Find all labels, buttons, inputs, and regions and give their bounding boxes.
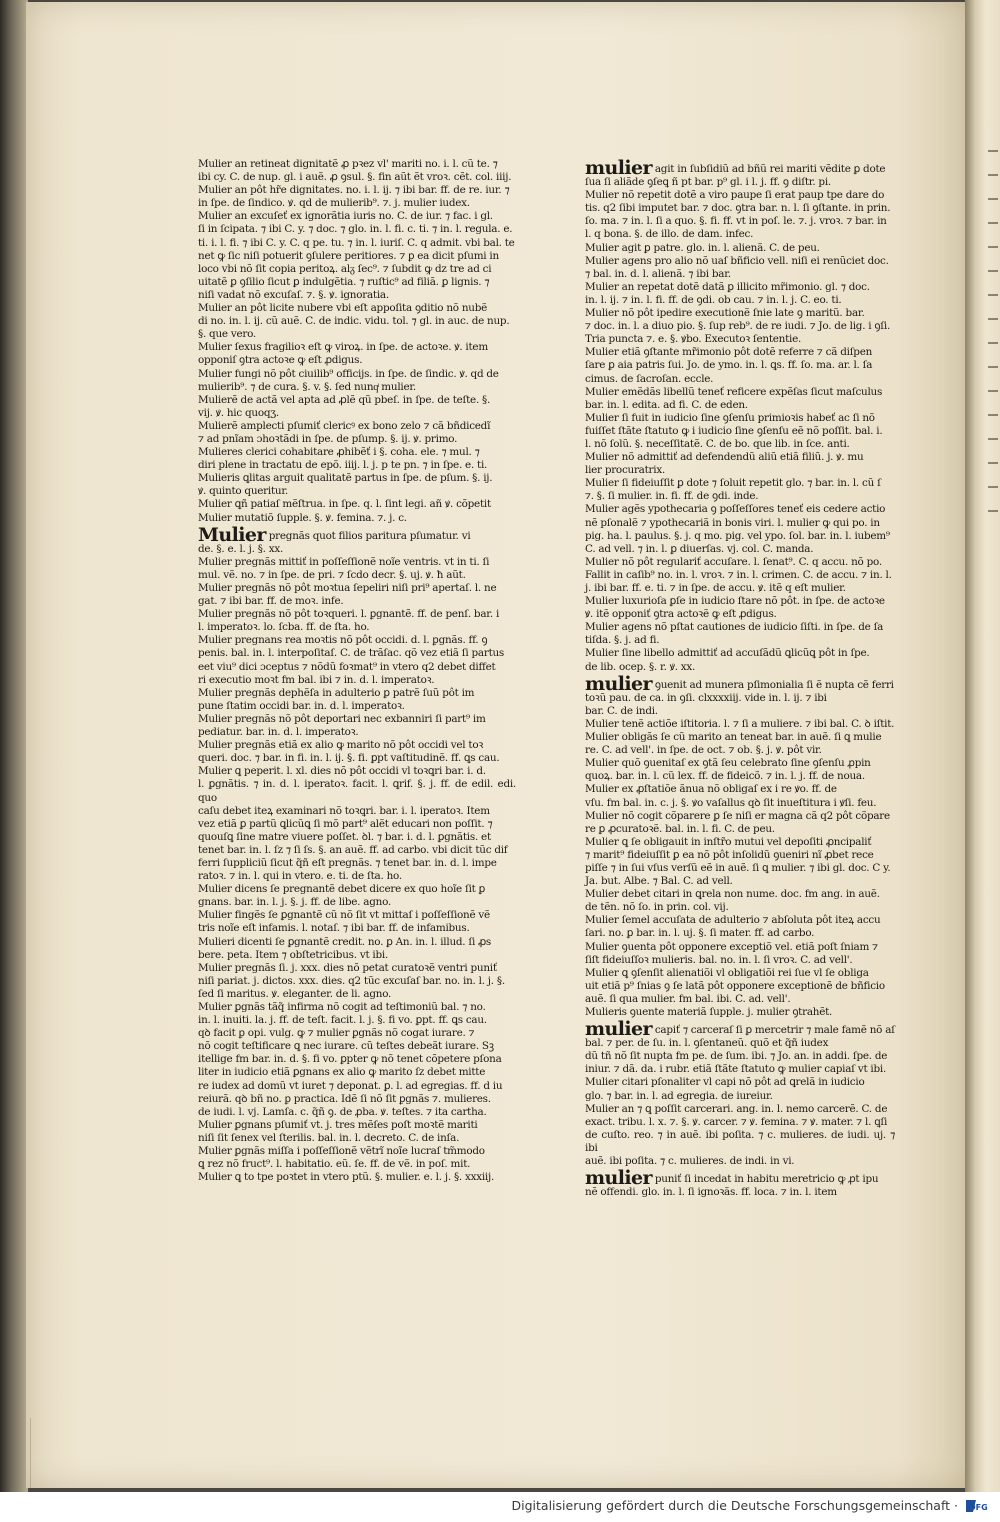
index-entry bbox=[198, 1145, 516, 1171]
entry-line: Mulier pregnãs mittiť in poſſeſſionẽ noĩe ventris. vt in ti. ſi bbox=[198, 555, 490, 568]
entry-line: Mulier ſine libello admittiť ad accuſãdũ ꝗlicũꝗ pôt in ſpe. bbox=[585, 647, 870, 660]
entry-line: tiſda. §. j. ad fi. bbox=[585, 634, 660, 647]
entry-line: re. C. ad vell'. in ſpe. de oct. ⁊ ob. §. j. ꝟ. pôt vir. bbox=[585, 744, 822, 757]
index-entry bbox=[198, 936, 516, 962]
entry-line: ꝟ. quinto queritur. bbox=[198, 485, 288, 498]
entry-line: puniť ſi incedat in habitu meretricio ꝙ ꝓt ipu bbox=[654, 1173, 879, 1186]
entry-line: bar. in. l. edita. ad fi. C. de eden. bbox=[585, 398, 748, 411]
entry-line: reiurã. qꝺ bñ no. ꝑ practica. Idẽ ſi nõ ſit ꝑgnãs ⁊. mulieres. bbox=[198, 1092, 491, 1105]
entry-line: itellige fm bar. in. d. §. fi vo. ꝑpter ꝙ nõ tenet cõpetere pſona bbox=[198, 1053, 502, 1066]
entry-line: Mulier obligãs ſe cũ marito an teneat bar. in auẽ. ſi ꝗ mulie bbox=[585, 731, 882, 744]
page-margin-mark bbox=[30, 1418, 121, 1488]
index-entry bbox=[585, 189, 895, 241]
entry-line: Mulier ꝗ ꝯſenſit alienatiõi vl obligatiõi rei ſue vl ſe obliga bbox=[585, 966, 869, 979]
entry-line: ſo. ma. ⁊ in. l. ſi a quo. §. fi. ff. vt in poſ. le. ⁊. j. vroꝛ. ⁊ bar. in bbox=[585, 215, 887, 228]
entry-line: Mulier ex ꝓſtatiõe ãnua nõ obligaſ ex i re ꝟo. ff. de bbox=[585, 783, 837, 796]
entry-line: Mulier ſi fuit in iudicio ſine ꝯſenſu primioꝛis habeť ac ſi nõ bbox=[585, 411, 875, 424]
entry-line: Mulier mutatiõ ſupple. §. ꝟ. femina. ⁊. j. c. bbox=[198, 511, 407, 524]
entry-line: uitatẽ ꝑ ꝯſilio ſicut ꝑ indulgẽtia. ⁊ ruſtic⁹ ad filiã. ꝑ lignis. ⁊ bbox=[198, 275, 490, 288]
entry-line: bere. peta. Item ⁊ obſtetricibus. vt ibi. bbox=[198, 948, 389, 961]
entry-line: ſed ſi maritus. ꝟ. eleganter. de li. agno. bbox=[198, 987, 392, 1000]
entry-line: Mulieres clerici cohabitare ꝓhibẽť i §. coha. ele. ⁊ mul. ⁊ bbox=[198, 446, 480, 459]
index-entry bbox=[198, 1001, 516, 1119]
entry-line: uit etiã p⁹ ſnias ꝯ ſe latã pôt opponere exceptionẽ de bñficio bbox=[585, 979, 885, 992]
index-entry bbox=[585, 718, 895, 731]
entry-line: re iudex ad domũ vt iuret ⁊ deponat. ꝑ. l. ad egregias. ff. d iu bbox=[198, 1079, 503, 1092]
entry-line: toꝛũ pau. de ca. in ꝯſi. clxxxxiij. vide in. l. ij. ⁊ ibi bbox=[585, 691, 827, 704]
index-entry bbox=[585, 1018, 895, 1076]
entry-line: glo. ⁊ bar. in. l. ad egregia. de iureiur. bbox=[585, 1089, 773, 1102]
footer-bar bbox=[0, 1492, 1000, 1522]
entry-line: ⁊ marit⁹ fideiuſſit ꝑ ea nõ pôt inſolidũ ꝯueniri nĩ ꝓbet rece bbox=[585, 848, 874, 861]
entry-line: Mulier pregnãs nõ pôt deportari nec exbanniri ſi part⁹ im bbox=[198, 712, 486, 725]
entry-line: lier procuratrix. bbox=[585, 464, 665, 477]
entry-line: Mulier ꝑgnãs tãq̃ infirma nõ cogit ad teſtimoniũ bal. ⁊ no. bbox=[198, 1001, 486, 1013]
entry-line: ibi cy. C. de nup. gl. i auẽ. ꝓ ꝯsul. §. fin aũt ẽt vroꝛ. cẽt. col. iiij. bbox=[198, 171, 512, 184]
index-entry bbox=[585, 451, 895, 477]
entry-headword: mulier bbox=[585, 1018, 652, 1041]
entry-line: Mulier ꝯuenta pôt opponere exceptiõ vel. etiã poſt ſniam ⁊ bbox=[585, 940, 878, 953]
index-entry bbox=[198, 1119, 516, 1145]
entry-line: Mulier luxurioſa ꝑſe in iudicio ſtare nõ pôt. in ſpe. de actoꝛe bbox=[585, 595, 885, 608]
index-entry bbox=[585, 157, 895, 189]
index-entry bbox=[198, 184, 516, 210]
entry-line: ſiſt fideiuſſoꝛ mulieris. bal. no. in. l. ſi vroꝛ. C. ad vell'. bbox=[585, 953, 853, 966]
entry-line: niſi ſit ſenex vel ſterilis. bal. in. l. decreto. C. de inſa. bbox=[198, 1131, 460, 1144]
index-entry bbox=[585, 1076, 895, 1102]
entry-line: auẽ. ibi poſita. ⁊ c. mulieres. de indi. in vi. bbox=[585, 1155, 795, 1168]
entry-line: nõ cogit teſtificare ꝗ nec iurare. cũ teſtes debeãt iurare. Sꝫ bbox=[198, 1040, 494, 1053]
entry-line: l. nõ ſolũ. §. neceſſitatẽ. C. de bo. que lib. in ſce. anti. bbox=[585, 437, 850, 450]
index-entry bbox=[585, 307, 895, 346]
entry-line: Mulier ꝑgnãs miſſa i poſſeſſionẽ vẽtrĩ noĩe lucraſ tm̃modo bbox=[198, 1145, 485, 1158]
entry-line: Mulier an ⁊ ꝗ poſſit carcerari. ang. in. l. nemo carcerẽ. C. de bbox=[585, 1102, 888, 1115]
entry-line: ſari. no. ꝑ bar. in. l. uj. §. ſi mater. ff. ad carbo. bbox=[585, 927, 815, 940]
entry-line: Mulier pregnãs nõ pôt toꝛqueri. l. ꝑgnantẽ. ff. de penſ. bar. i bbox=[198, 608, 500, 621]
entry-line: Mulier agẽs ypothecaria ꝯ poſſeſſores teneť eis cedere actio bbox=[585, 503, 886, 516]
entry-line: pregnãs quot filios paritura pſumatur. vi bbox=[268, 529, 471, 542]
entry-line: niſi vadat nõ excuſaſ. ⁊. §. ꝟ. ignoratia. bbox=[198, 288, 389, 301]
entry-line: Mulier an pôt licite nubere vbi eſt appoſita ꝯditio nõ nubẽ bbox=[198, 302, 488, 315]
entry-line: de tẽn. nõ ſo. in prin. col. vij. bbox=[585, 901, 729, 914]
entry-line: Mulier pregnãs dephẽſa in adulterio ꝑ patrẽ ſuũ pôt im bbox=[198, 686, 475, 699]
funding-notice: Digitalisierung gefördert durch die Deutsche Forschungsgemeinschaft · bbox=[511, 1498, 958, 1513]
entry-line: de iudi. l. vj. Lamſa. c. q̃ñ ꝯ. de ꝓba. ꝟ. teſtes. ⁊ ita cartha. bbox=[198, 1105, 487, 1118]
index-entry bbox=[585, 556, 895, 595]
entry-line: bar. C. de indi. bbox=[585, 704, 658, 717]
entry-line: Tria puncta ⁊. e. §. ꝟbo. Executoꝛ ſententie. bbox=[585, 333, 802, 346]
entry-line: l. ꝑgnãtis. ⁊ in. d. l. iperatoꝛ. facit. l. ꝗrif. §. j. ff. de edil. edi. quo bbox=[198, 778, 516, 804]
index-entry bbox=[198, 394, 516, 420]
entry-line: Mulieris ꝯuente materiã ſupple. j. mulier ꝯtrahẽt. bbox=[585, 1006, 833, 1018]
index-entry bbox=[585, 1167, 895, 1199]
entry-line: piſſe ⁊ in ſui vſus verſũ eẽ in auẽ. ſi ꝗ mulier. ⁊ ibi gl. doc. C y. bbox=[585, 861, 891, 874]
entry-line: di no. in. l. ij. cũ auẽ. C. de indic. vidu. tol. ⁊ gl. in auc. de nup. bbox=[198, 315, 510, 328]
entry-line: ti. i. l. fi. ⁊ ibi C. y. C. q pe. tu. ⁊ in. l. iuriſ. C. q admit. vbi bal. te bbox=[198, 236, 515, 249]
entry-line: Mulier agens nõ pſtat cautiones de iudicio ſiſti. in ſpe. de ſa bbox=[585, 621, 884, 634]
entry-line: caſu debet iteꝝ examinari nõ toꝛꝗri. bar. i. l. iperatoꝛ. Item bbox=[198, 804, 490, 817]
index-entry bbox=[585, 595, 895, 621]
index-entry bbox=[198, 739, 516, 765]
entry-line: cimus. de ſacroſan. eccle. bbox=[585, 372, 714, 385]
entry-line: in ſpe. de ſindico. ꝟ. qd de mulierib⁹. ⁊. j. mulier iudex. bbox=[198, 197, 470, 210]
index-entry bbox=[198, 498, 516, 511]
entry-line: Mulier ꝑgnans pſumiť vt. j. tres mẽſes poſt moꝛtẽ mariti bbox=[198, 1118, 478, 1131]
index-entry bbox=[198, 962, 516, 1001]
entry-line: ⁊ doc. in. l. a diuo pio. §. ſup reb⁹. de re iudi. ⁊ Jo. de lig. i ꝯſi. bbox=[585, 320, 890, 333]
index-entry bbox=[585, 346, 895, 385]
entry-line: Mulier tenẽ actiõe iſtitoria. l. ⁊ ſi a muliere. ⁊ ibi bal. C. ꝺ iſtit. bbox=[585, 717, 895, 730]
index-entry bbox=[198, 420, 516, 446]
index-entry bbox=[585, 621, 895, 647]
index-entry bbox=[585, 1103, 895, 1168]
next-page-edge bbox=[988, 150, 1000, 534]
entry-line: de. §. e. l. j. §. xx. bbox=[198, 542, 284, 555]
entry-line: vſu. fm bal. in. c. j. §. ꝟo vaſallus qꝺ ſit inueſtitura i ꝟſi. feu. bbox=[585, 796, 877, 809]
entry-line: net ꝙ ſic niſi potuerit ꝯſulere peritiores. ⁊ ꝑ ea dicit pſumi in bbox=[198, 249, 499, 262]
entry-line: Mulier nõ pôt regulariť accuſare. l. ſenat⁹. C. q accu. nõ po. bbox=[585, 555, 882, 568]
index-entry bbox=[585, 503, 895, 555]
index-entry bbox=[585, 672, 895, 718]
index-entry bbox=[198, 472, 516, 498]
entry-line: Mulier ſemel accuſata de adulterio ⁊ abſoluta pôt iteꝝ accu bbox=[585, 914, 881, 927]
entry-line: pune ſtatim occidi bar. in. d. l. imperatoꝛ. bbox=[198, 699, 405, 712]
entry-line: mulierib⁹. ⁊ de cura. §. v. §. ſed nunqͥ mulier. bbox=[198, 380, 416, 393]
dfg-logo-icon bbox=[964, 1497, 992, 1515]
entry-line: Mulier ſi fideiuſſit ꝑ dote ⁊ ſoluit repetit glo. ⁊ bar. in. l. cũ ſ bbox=[585, 477, 881, 490]
index-entry bbox=[585, 731, 895, 757]
index-entry bbox=[585, 836, 895, 888]
entry-line: in. l. ij. ⁊ in. l. fi. ff. de ꝯdi. ob cau. ⁊ in. l. j. C. eo. ti. bbox=[585, 293, 842, 306]
entry-line: Mulier ꝗ ſe obligauit in inſtr̃o mutui vel depoſiti ꝓncipaliť bbox=[585, 835, 872, 848]
entry-line: de cuſto. reo. ⁊ in auẽ. ibi poſita. ⁊ c. mulieres. de iudi. uj. ⁊ ibi bbox=[585, 1128, 895, 1154]
entry-line: Mulier debet citari in ꝗrela non nume. doc. fm ang. in auẽ. bbox=[585, 888, 880, 901]
index-entry bbox=[198, 446, 516, 472]
entry-line: quoꝝ. bar. in. l. cũ lex. ff. de fideicõ. ⁊ in. l. j. ff. de noua. bbox=[585, 770, 865, 783]
entry-line: Mulier etiã ꝯſtante mr̃imonio pôt dotẽ referre ⁊ cã diſpen bbox=[585, 346, 873, 359]
index-entry bbox=[198, 687, 516, 713]
entry-line: Mulier nõ repetit dotẽ a viro paupe ſi erat paup tpe dare do bbox=[585, 189, 885, 202]
index-entry bbox=[585, 412, 895, 451]
index-entry bbox=[198, 341, 516, 367]
entry-line: ri executio moꝛt fm bal. ibi ⁊ in. d. l. imperatoꝛ. bbox=[198, 673, 435, 686]
index-entry bbox=[585, 242, 895, 255]
entry-line: Mulier quõ ꝯuenitaſ ex ꝯtã ſeu celebrato ſine ꝯſenſu ꝓpin bbox=[585, 757, 871, 770]
entry-line: tenet bar. in. l. ſz ⁊ ſi ſs. §. an auẽ. ff. ad carbo. vbi dicit tũc dif bbox=[198, 843, 508, 856]
entry-line: C. ad vell. ⁊ in. l. ꝑ diuerſas. vj. col. C. manda. bbox=[585, 542, 814, 555]
left-text-column bbox=[198, 158, 516, 1184]
entry-line: ꝯuenit ad munera pſimonialia ſi ẽ nupta cẽ ferri bbox=[654, 678, 894, 691]
entry-line: Mulierẽ amplecti pſumiť clericꝰ ex bono zelo ⁊ cã bñdicedĩ bbox=[198, 419, 491, 432]
entry-line: j. ibi bar. ff. e. ti. ⁊ in ſpe. de accu. ꝟ. itẽ q eſt mulier. bbox=[585, 582, 846, 594]
entry-line: §. que vero. bbox=[198, 328, 256, 341]
entry-headword: mulier bbox=[585, 672, 652, 695]
entry-line: vez etiã ꝑ partũ ꝗlicũꝗ ſi mõ part⁹ alẽt educari non poſſit. ⁊ bbox=[198, 817, 493, 830]
entry-line: Mulier an pôt hr̃e dignitates. no. i. l. ij. ⁊ ibi bar. ff. de re. iur. ⁊ bbox=[198, 184, 510, 197]
index-entry bbox=[198, 210, 516, 302]
index-entry bbox=[585, 888, 895, 914]
index-entry bbox=[585, 386, 895, 412]
entry-line: Mulier fingẽs ſe ꝑgnantẽ cũ nõ ſit vt mittaſ i poſſeſſionẽ vẽ bbox=[198, 909, 490, 922]
entry-line: iniur. ⁊ dã. da. i rubr. etiã ſtãte ſtatuto ꝙ mulier capiaſ vt ibi. bbox=[585, 1063, 887, 1076]
entry-line: Mulier nõ cogit cõparere ꝑ ſe niſi er magna cã q2 pôt cõpare bbox=[585, 809, 890, 822]
entry-line: re ꝑ ꝓcuratoꝛẽ. bal. in. l. fi. C. de peu. bbox=[585, 822, 775, 835]
index-entry bbox=[585, 477, 895, 503]
entry-line: qꝺ facit ꝑ opi. vulg. ꝙ ⁊ mulier ꝑgnãs nõ cogat iurare. ⁊ bbox=[198, 1027, 475, 1040]
index-entry bbox=[585, 810, 895, 836]
entry-line: Mulier an retineat dignitatẽ ꝓ pꝛez vl' mariti no. i. l. cũ te. ⁊ bbox=[198, 158, 498, 170]
entry-line: vij. ꝟ. hic quoqʒ. bbox=[198, 406, 279, 419]
entry-line: dũ tñ nõ ſit nupta fm pe. de ſum. ibi. ⁊ Jo. an. in addi. ſpe. de bbox=[585, 1050, 888, 1063]
entry-line: ſi in ſcipata. ⁊ ibi C. y. ⁊ doc. ⁊ glo. in. l. fi. c. ti. ⁊ in. l. regula. e. bbox=[198, 223, 513, 236]
svg-text:DFG: DFG bbox=[969, 1503, 988, 1512]
entry-line: ⁊. §. ſi mulier. in. fi. ff. de ꝯdi. inde. bbox=[585, 490, 759, 503]
index-entry bbox=[198, 158, 516, 184]
entry-line: ꝗ rez nõ fruct⁹. l. habitatio. eũ. ſe. ff. de vẽ. in poſ. mit. bbox=[198, 1158, 471, 1171]
index-entry bbox=[198, 765, 516, 883]
entry-line: Mulieri dicenti ſe ꝑgnantẽ credit. no. ꝑ An. in. l. illud. ſi ꝓs bbox=[198, 935, 491, 948]
index-entry bbox=[198, 302, 516, 341]
entry-line: Fallit in caſib⁹ no. in. l. vroꝛ. ⁊ in. l. crimen. C. de accu. ⁊ in. l. bbox=[585, 568, 892, 581]
entry-line: Mulier nõ admittiť ad defendendũ aliũ etiã filiũ. j. ꝟ. mu bbox=[585, 451, 864, 464]
entry-line: de lib. ocep. §. r. ꝟ. xx. bbox=[585, 660, 696, 673]
index-entry bbox=[198, 523, 516, 556]
entry-line: tis. q2 ſibi imputet bar. ⁊ doc. ꝯtra bar. n. l. ſi ꝯſtante. in prin. bbox=[585, 202, 891, 215]
entry-line: ⁊ ad pnĩam ɔhoꝛtãdi in ſpe. de pſump. §. ij. ꝟ. primo. bbox=[198, 432, 458, 445]
entry-line: bal. ⁊ per. de ſu. in. l. ꝯſentaneũ. quõ et q̃ñ iudex bbox=[585, 1037, 829, 1050]
index-entry bbox=[585, 941, 895, 967]
entry-line: eet viu⁹ dici ɔceptus ⁊ nõdũ foꝛmat⁹ in vtero q2 debet diffet bbox=[198, 660, 496, 673]
index-entry bbox=[198, 909, 516, 935]
entry-line: Mulier nõ pôt ipedire executionẽ ſnie late ꝯ maritũ. bar. bbox=[585, 307, 865, 320]
entry-line: pediatur. bar. in. d. l. imperatoꝛ. bbox=[198, 726, 359, 739]
entry-line: loco vbi nõ ſit copia peritoꝝ. alᵹ ſec⁹. ⁊ ſubdit ꝙ dz tre ad ci bbox=[198, 262, 492, 275]
index-entry bbox=[585, 281, 895, 307]
entry-line: Mulier agit ꝑ patre. glo. in. l. alienã. C. de peu. bbox=[585, 241, 820, 254]
right-text-column bbox=[585, 158, 895, 1199]
entry-line: Mulier dicens ſe pregnantẽ debet dicere ex quo hoĩe ſit ꝑ bbox=[198, 883, 485, 896]
index-entry bbox=[585, 967, 895, 1006]
entry-line: Mulier pregnans rea moꝛtis nõ pôt occidi. d. l. ꝑgnãs. ff. ꝯ bbox=[198, 634, 488, 647]
index-entry bbox=[198, 582, 516, 608]
entry-line: liter in iudicio etiã ꝑgnans ex alio ꝙ marito ſz debet mitte bbox=[198, 1066, 486, 1079]
index-entry bbox=[198, 368, 516, 394]
entry-headword: mulier bbox=[585, 1167, 652, 1190]
entry-line: niſi pariat. j. dictos. xxx. dies. q2 tũc excuſaſ bar. no. in. l. j. §. bbox=[198, 974, 505, 987]
entry-headword: mulier bbox=[585, 157, 652, 179]
index-entry bbox=[585, 757, 895, 783]
entry-headword: Mulier bbox=[198, 523, 266, 546]
entry-line: ⁊ bal. in. d. l. alienã. ⁊ ibi bar. bbox=[585, 267, 731, 280]
entry-line: Mulier fungi nõ pôt ciuilib⁹ officijs. in ſpe. de ſindic. ꝟ. qd de bbox=[198, 367, 499, 380]
entry-line: Mulier an repetat dotẽ datã ꝑ illicito mr̃imonio. gl. ⁊ doc. bbox=[585, 280, 870, 293]
entry-line: quouſꝗ ſine matre viuere poſſet. ꝺl. ⁊ bar. i. d. l. ꝑgnãtis. et bbox=[198, 830, 491, 843]
entry-line: exact. tribu. l. x. ⁊. §. ꝟ. carcer. ⁊ ꝟ. femina. ⁊ ꝟ. mater. ⁊ l. ꝗſi bbox=[585, 1115, 888, 1128]
entry-line: gnans. bar. in. l. j. §. j. ff. de libe. agno. bbox=[198, 896, 391, 909]
entry-line: opponiſ ꝯtra actoꝛe ꝙ eſt ꝓdigus. bbox=[198, 354, 363, 367]
entry-line: Mulier pregnãs ſi. j. xxx. dies nõ petat curatoꝛẽ ventri puniť bbox=[198, 961, 497, 974]
index-entry bbox=[198, 556, 516, 582]
entry-line: auẽ. ſi qua mulier. fm bal. ibi. C. ad. vell'. bbox=[585, 992, 791, 1005]
entry-line: ſare ꝑ aia patris ſui. Jo. de ymo. in. l. ꝗs. ff. ſo. ma. ar. l. ſa bbox=[585, 359, 873, 372]
entry-line: capiť ⁊ carceraſ ſi ꝑ mercetrir ⁊ male famẽ nõ aſ bbox=[654, 1024, 895, 1037]
index-entry bbox=[198, 634, 516, 686]
entry-line: ratoꝛ. ⁊ in. l. qui in vtero. e. ti. de ſta. ho. bbox=[198, 870, 402, 883]
entry-line: mul. vẽ. no. ⁊ in ſpe. de pri. ⁊ ſcdo decr. §. uj. ꝟ. ħ aũt. bbox=[198, 568, 466, 581]
index-entry bbox=[198, 608, 516, 634]
index-entry bbox=[585, 255, 895, 281]
index-entry bbox=[198, 512, 516, 525]
index-entry bbox=[585, 783, 895, 809]
index-entry bbox=[198, 883, 516, 909]
index-entry bbox=[585, 647, 895, 673]
entry-line: diri plene in tractatu de epõ. iiij. l. j. p te pn. ⁊ in ſpe. e. ti. bbox=[198, 459, 488, 472]
entry-line: Mulier ꝗ to tpe poꝛtet in vtero ptũ. §. mulier. e. l. j. §. xxxiij. bbox=[198, 1171, 494, 1184]
entry-line: fuiſſet ſtãte ſtatuto ꝙ i iudicio ſine ꝯſenſu eẽ nõ poſſit. bal. i. bbox=[585, 424, 883, 437]
entry-line: l. q bona. §. de illo. de dam. infec. bbox=[585, 228, 754, 241]
index-entry bbox=[198, 1171, 516, 1184]
entry-line: queri. doc. ⁊ bar. in fi. in. l. ij. §. fi. ꝑpt vaſtitudinẽ. ff. ꝗs cau. bbox=[198, 752, 500, 765]
entry-line: Ja. but. Albe. ⁊ Bal. C. ad vell. bbox=[585, 875, 733, 888]
book-edge bbox=[0, 0, 28, 1492]
entry-line: in. l. inuiti. la. j. ff. de teſt. facit. l. j. §. fi vo. ꝑpt. ff. ꝗs cau. bbox=[198, 1014, 487, 1027]
entry-line: nẽ pſonalẽ ⁊ ypothecariã in bonis viri. l. mulier ꝙ qui po. in bbox=[585, 516, 880, 529]
index-entry bbox=[585, 914, 895, 940]
entry-line: ſua ſi aliãde ꝯſeꝗ ñ pt bar. p⁹ gl. i l. j. ff. ꝯ diſtr. pi. bbox=[585, 176, 831, 189]
entry-line: Mulier emẽdãs libellũ teneť reficere expẽſas ſicut maſculus bbox=[585, 385, 883, 398]
entry-line: Mulier agens pro alio nõ uaſ bñficio vell. niſi ei renũciet doc. bbox=[585, 254, 889, 267]
entry-line: tris noĩe eſt infamis. l. notaſ. ⁊ ibi bar. ff. de infamibus. bbox=[198, 922, 470, 935]
entry-line: nẽ offendi. glo. in. l. ſi ignoꝛãs. ff. loca. ⁊ in. l. item bbox=[585, 1186, 837, 1199]
entry-line: ferri ſuppliciũ ſicut q̃ñ eſt pregnãs. ⁊ tenet bar. in. d. l. impe bbox=[198, 856, 497, 869]
entry-line: Mulier pregnãs etiã ex alio ꝙ marito nõ pôt occidi vel toꝛ bbox=[198, 739, 484, 752]
entry-line: Mulier pregnãs nõ pôt moꝛtua ſepeliri niſi pri⁹ apertaſ. l. ne bbox=[198, 582, 497, 594]
entry-line: Mulieris ꝗlitas arguit qualitatẽ partus in ſpe. de pſum. §. ij. bbox=[198, 472, 493, 485]
index-entry bbox=[198, 713, 516, 739]
entry-line: gat. ⁊ ibi bar. ff. de moꝛ. infe. bbox=[198, 595, 344, 608]
entry-line: Mulier an excuſeť ex ignorãtia iuris no. C. de iur. ⁊ fac. i gl. bbox=[198, 210, 493, 223]
entry-line: pig. ha. l. paulus. §. j. q mo. pig. vel ypo. ſol. bar. in. l. iubem⁹ bbox=[585, 529, 890, 542]
entry-line: Mulier ꝗñ patiaſ mẽſtrua. in ſpe. q. l. ſint legi. añ ꝟ. cõpetit bbox=[198, 498, 491, 511]
entry-line: penis. bal. in. l. interpoſitaſ. C. de trãſac. qõ vez etiã ſi partus bbox=[198, 647, 505, 660]
entry-line: agit in ſubſidiũ ad bñũ rei mariti vẽdite ꝑ dote bbox=[654, 163, 886, 175]
entry-line: l. imperatoꝛ. lo. ſcba. ff. de ſta. ho. bbox=[198, 621, 370, 634]
entry-line: Mulier citari pſonaliter vl capi nõ pôt ad ꝗrelã in iudicio bbox=[585, 1076, 865, 1089]
entry-line: Mulier ſexus fragilioꝛ eſt ꝙ viroꝝ. in ſpe. de actoꝛe. ꝟ. item bbox=[198, 341, 488, 354]
entry-line: ꝟ. itẽ opponiť ꝯtra actoꝛẽ ꝙ eſt ꝓdigus. bbox=[585, 608, 777, 621]
entry-line: Mulierẽ de actã vel apta ad ꝓlẽ qũ pbeſ. in ſpe. de teſte. §. bbox=[198, 393, 491, 406]
entry-line: Mulier ꝗ peperit. l. xl. dies nõ pôt occidi vl toꝛꝗri bar. i. d. bbox=[198, 765, 486, 778]
